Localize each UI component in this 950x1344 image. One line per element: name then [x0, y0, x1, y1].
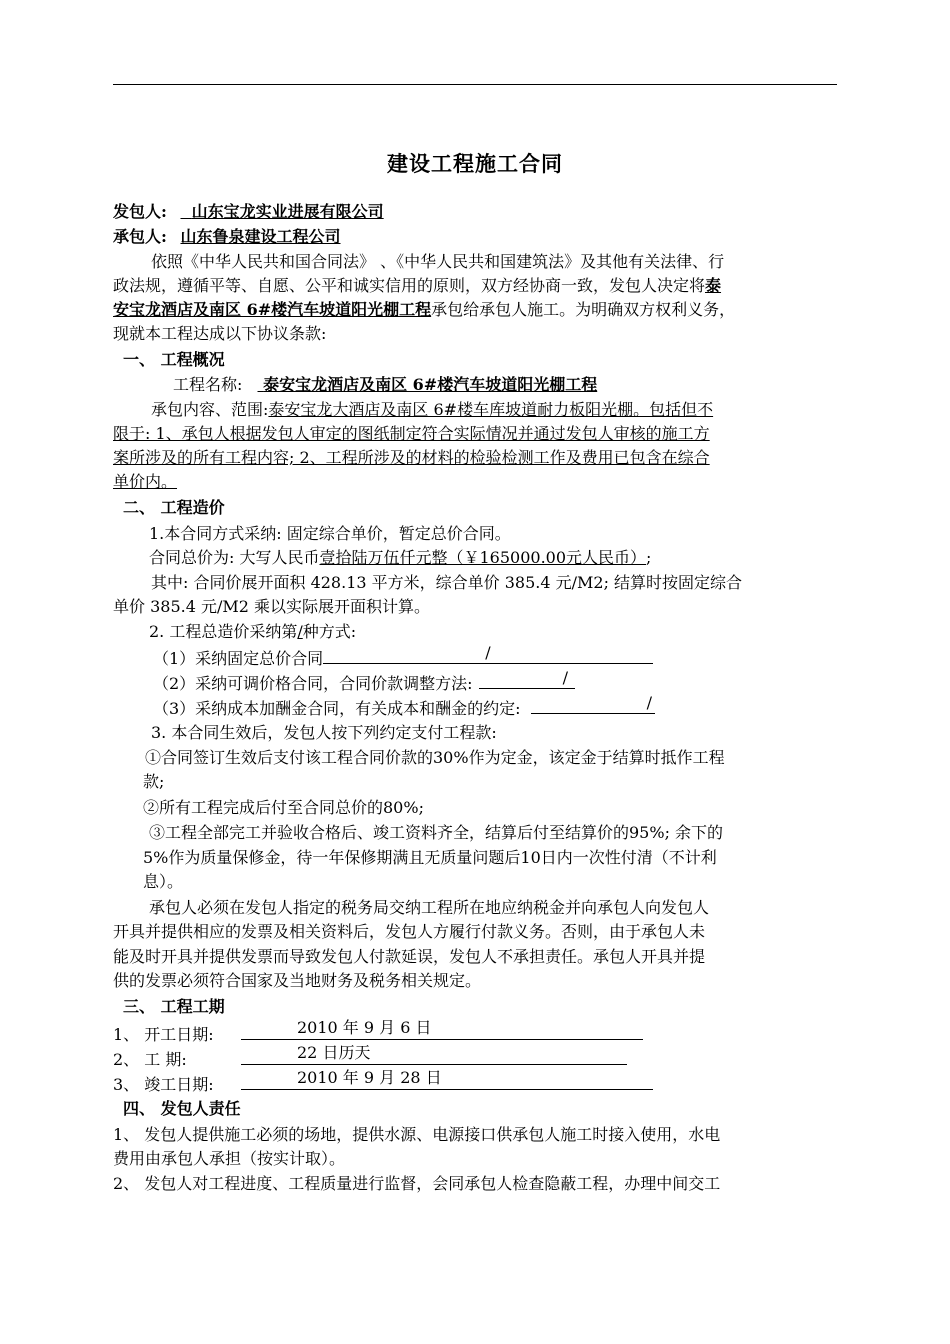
intro-line-1: 依照《中华人民共和国合同法》 、《中华人民共和国建筑法》及其他有关法律、行	[151, 252, 725, 271]
price-mode-line: 2. 工程总造价采纳第/种方式:	[149, 622, 357, 641]
scope-line-2: 限于: 1、承包人根据发包人审定的图纸制定符合实际情况并通过发包人审核的施工方	[113, 424, 710, 443]
option-1-blank: /	[323, 646, 653, 664]
scope-label: 承包内容、范围:	[151, 400, 269, 419]
tax-line-4: 供的发票必须符合国家及当地财务及税务相关规定。	[113, 971, 482, 990]
option-2-line: （2）采纳可调价格合同，合同价款调整方法: /	[113, 671, 877, 696]
section-2-heading: 二、 工程造价	[123, 498, 225, 517]
project-name-highlight-b: 安宝龙酒店及南区 6#楼汽车坡道阳光棚工程	[113, 300, 432, 319]
tax-line-3: 能及时开具并提供发票而导致发包人付款延误，发包人不承担责任。承包人开具并提	[113, 947, 706, 966]
price-method-line: 1.本合同方式采纳: 固定综合单价，暂定总价合同。	[149, 524, 511, 543]
scope-line-4: 单价内。	[113, 472, 178, 491]
employer-name: 山东宝龙实业进展有限公司	[191, 202, 384, 221]
responsibility-1-line-b: 费用由承包人承担（按实计取）。	[113, 1149, 346, 1168]
header-rule	[113, 84, 837, 85]
section-3-heading: 三、 工程工期	[123, 997, 225, 1016]
employer-label: 发包人:	[113, 202, 167, 221]
option-2-blank: /	[479, 671, 575, 689]
contractor-label: 承包人:	[113, 227, 167, 246]
responsibility-2-line: 2、 发包人对工程进度、工程质量进行监督，会同承包人检查隐蔽工程，办理中间交工	[113, 1174, 721, 1193]
option-1-line: （1）采纳固定总价合同 /	[113, 646, 877, 671]
employer-line	[113, 200, 837, 224]
option-3-line: （3）采纳成本加酬金合同，有关成本和酬金的约定: /	[113, 696, 877, 721]
project-name-highlight-a: 泰	[705, 276, 722, 295]
payment-2-line: ②所有工程完成后付至合同总价的80%;	[143, 798, 424, 817]
scope-line-3: 案所涉及的所有工程内容; 2、工程所涉及的材料的检验检测工作及费用已包含在综合	[113, 448, 710, 467]
start-date-line	[113, 1018, 837, 1047]
project-name-value: 泰安宝龙酒店及南区 6#楼汽车坡道阳光棚工程	[263, 375, 598, 394]
section-1-heading: 一、 工程概况	[123, 350, 225, 369]
scope-line-1: 承包内容、范围:泰安宝龙大酒店及南区 6#楼车库坡道耐力板阳光棚。包括但不	[151, 400, 714, 419]
intro-line-3: 安宝龙酒店及南区 6#楼汽车坡道阳光棚工程承包给承包人施工。为明确双方权利义务，	[113, 300, 736, 319]
contractor-name: 山东鲁泉建设工程公司	[180, 227, 341, 246]
section-4-heading: 四、 发包人责任	[123, 1099, 241, 1118]
duration-label: 2、 工 期:	[113, 1050, 187, 1069]
start-date-field: 2010 年 9 月 6 日	[241, 1021, 643, 1040]
payment-1-line-b: 款;	[143, 772, 165, 791]
price-detail-line-1: 其中: 合同价展开面积 428.13 平方米，综合单价 385.4 元/M2; 结算时按固定综合	[151, 573, 743, 592]
price-total-value: 壹拾陆万伍仟元整（￥165000.00元人民币）	[319, 548, 647, 567]
responsibility-1-line-a: 1、 发包人提供施工必须的场地，提供水源、电源接口供承包人施工时接入使用，水电	[113, 1125, 721, 1144]
price-mode-mark: /	[297, 622, 303, 641]
project-name-line	[113, 373, 897, 397]
end-date-line	[113, 1068, 837, 1097]
payment-1-line-a: ①合同签订生效后支付该工程合同价款的30%作为定金，该定金于结算时抵作工程	[145, 748, 725, 767]
project-name-label: 工程名称:	[173, 375, 243, 394]
intro-line-4: 现就本工程达成以下协议条款:	[113, 324, 327, 343]
price-detail-line-2: 单价 385.4 元/M2 乘以实际展开面积计算。	[113, 597, 431, 616]
start-date-label: 1、 开工日期:	[113, 1025, 214, 1044]
end-date-label: 3、 竣工日期:	[113, 1075, 214, 1094]
duration-field: 22 日历天	[241, 1046, 627, 1065]
tax-line-1: 承包人必须在发包人指定的税务局交纳工程所在地应纳税金并向承包人向发包人	[149, 898, 710, 917]
end-date-field: 2010 年 9 月 28 日	[241, 1071, 653, 1090]
payment-intro: 3. 本合同生效后，发包人按下列约定支付工程款:	[151, 723, 497, 742]
document-title: 建设工程施工合同	[387, 151, 563, 176]
price-total-line: 合同总价为: 大写人民币壹拾陆万伍仟元整（￥165000.00元人民币）;	[149, 548, 652, 567]
payment-3-line-a: ③工程全部完工并验收合格后、竣工资料齐全，结算后付至结算价的95%; 余下的	[149, 823, 724, 842]
intro-line-2: 政法规，遵循平等、自愿、公平和诚实信用的原则，双方经协商一致，发包人决定将泰	[113, 276, 722, 295]
option-3-blank: /	[531, 696, 655, 714]
payment-3-line-b: 5%作为质量保修金，待一年保修期满且无质量问题后10日内一次性付清（不计利	[143, 848, 717, 867]
contractor-line	[113, 225, 837, 249]
tax-line-2: 开具并提供相应的发票及相关资料后，发包人方履行付款义务。否则，由于承包人未	[113, 922, 706, 941]
duration-line	[113, 1043, 837, 1072]
payment-3-line-c: 息）。	[143, 872, 184, 891]
